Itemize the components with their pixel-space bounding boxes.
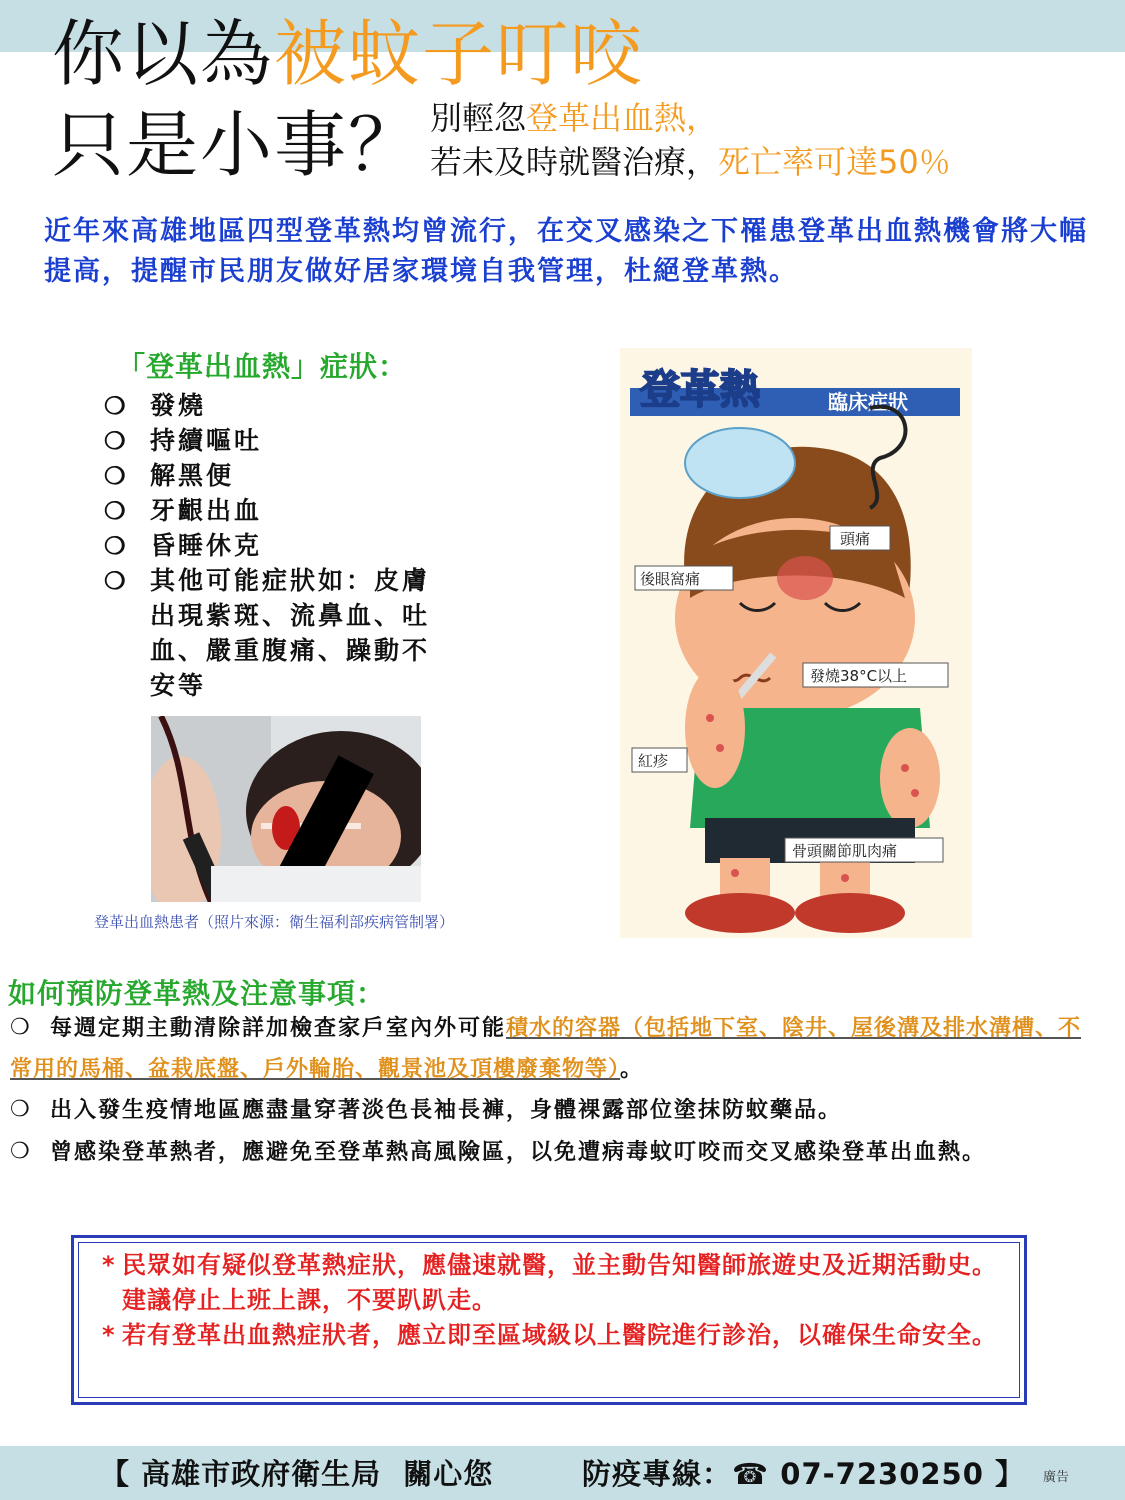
prevention-item: ❍ 曾感染登革熱者，應避免至登革熱高風險區，以免遭病毒蚊叮咬而交叉感染登革出血熱。 [10,1132,1090,1172]
prevention-item: ❍ 出入發生疫情地區應盡量穿著淡色長袖長褲，身體裸露部位塗抹防蚊藥品。 [10,1090,1090,1130]
bullet-icon: ❍ [104,426,129,455]
notice-line: * 民眾如有疑似登革熱症狀，應儘速就醫，並主動告知醫師旅遊史及近期活動史。建議停止上班上課，不要趴趴走。 [102,1251,997,1314]
label-joint-pain: 骨頭關節肌肉痛 [792,842,898,860]
notice-text [102,1248,1002,1353]
symptoms-list [104,388,450,703]
symptom-item: ❍ 昏睡休克 [104,528,450,563]
intro-paragraph: 近年來高雄地區四型登革熱均曾流行，在交叉感染之下罹患登革出血熱機會將大幅提高，提醒市民朋友做好居家環境自我管理，杜絕登革熱。 [44,216,1088,287]
notice-box [71,1235,1027,1405]
bullet-icon: ❍ [104,461,129,490]
bullet-icon: ❍ [10,1015,32,1040]
label-rash: 紅疹 [638,752,669,770]
illustration-title-small: 臨床症狀 [828,390,908,414]
bullet-icon: ❍ [104,531,129,560]
label-headache: 頭痛 [840,530,871,548]
prevention-item: ❍ 每週定期主動清除詳加檢查家戶室內外可能積水的容器（包括地下室、陰井、屋後溝及排水溝槽、不常用的馬桶、盆栽底盤、戶外輪胎、觀景池及頂樓廢棄物等）。 [10,1008,1110,1090]
bullet-icon: ❍ [10,1139,32,1164]
headline-line1 [52,8,644,100]
symptom-item: ❍ 其他可能症狀如：皮膚出現紫斑、流鼻血、吐血、嚴重腹痛、躁動不安等 [104,563,450,703]
headline-plain: 你以為 [52,12,275,96]
footer-contact: 【 高雄市政府衛生局 關心您 防疫專線：☎ 07-7230250 】 [100,1457,1026,1491]
label-fever: 發燒38°C以上 [810,667,908,685]
death-rate-highlight: 死亡率可達50％ [718,143,951,181]
subheadline-plain: 別輕忽 [430,99,527,137]
bullet-icon: ❍ [104,496,129,525]
bullet-icon: ❍ [104,566,129,595]
symptom-item: ❍ 持續嘔吐 [104,423,450,458]
headline-highlight: 被蚊子叮咬 [274,12,645,96]
bullet-icon: ❍ [104,391,129,420]
symptom-item: ❍ 解黑便 [104,458,450,493]
symptom-item: ❍ 牙齦出血 [104,493,450,528]
subheadline-line2 [430,142,951,182]
subheadline-line1 [430,98,718,138]
patient-photo [151,716,421,902]
symptom-item: ❍ 發燒 [104,388,450,423]
subheadline-plain: 若未及時就醫治療， [430,143,719,181]
ad-label: 廣告 [1043,1470,1070,1485]
photo-caption: 登革出血熱患者（照片來源：衛生福利部疾病管制署） [94,913,455,931]
subheadline-highlight: 登革出血熱， [526,99,719,137]
label-eye-pain: 後眼窩痛 [640,570,701,588]
symptoms-title: 「登革出血熱」症狀： [117,350,408,383]
illustration-title-big: 登革熱 [640,367,760,413]
notice-line: * 若有登革出血熱症狀者，應立即至區域級以上醫院進行診治，以確保生命安全。 [102,1321,997,1349]
headline-line2: 只是小事？ [52,103,423,187]
bullet-icon: ❍ [10,1097,32,1122]
dengue-symptoms-illustration [620,348,972,938]
prevention-title: 如何預防登革熱及注意事項： [8,977,386,1010]
